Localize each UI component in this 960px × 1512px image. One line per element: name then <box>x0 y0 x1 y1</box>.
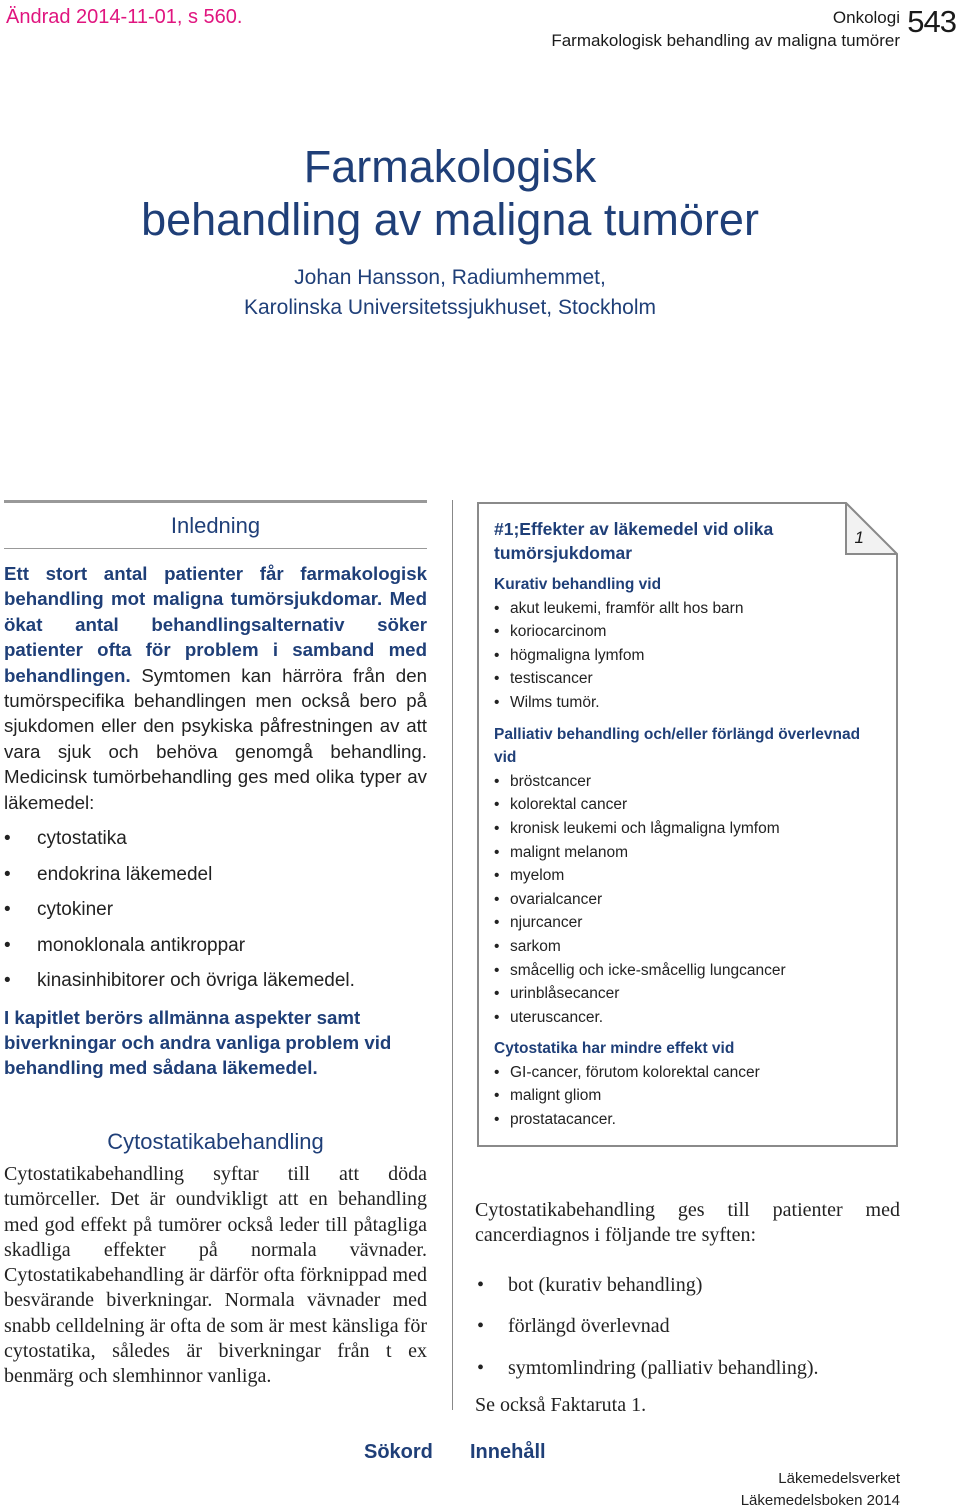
author-line-1: Johan Hansson, Radiumhemmet, <box>294 266 606 289</box>
list-item: • bröstcancer <box>494 770 874 794</box>
running-header <box>551 6 900 52</box>
list-item: • monoklonala antikroppar <box>4 928 427 964</box>
list-item: • akut leukemi, framför allt hos barn <box>494 597 874 621</box>
list-item: • högmaligna lymfom <box>494 644 874 668</box>
list-item: • malignt melanom <box>494 841 874 865</box>
list-item: • myelom <box>494 864 874 888</box>
changed-note: Ändrad 2014-11-01, s 560. <box>6 6 243 28</box>
list-item: • Wilms tumör. <box>494 691 874 715</box>
intro-lead-bold: Ett stort antal patienter får farmakologisk behandling mot maligna tumörsjukdomar. Med ökat antal behandlingsalternativ söker patienter ofta för problem i samband med behandlingen. <box>4 563 427 686</box>
list-item: • ovarialcancer <box>494 888 874 912</box>
factbox-group-heading: Cytostatika har mindre effekt vid <box>494 1040 735 1058</box>
factbox-number: 1 <box>854 528 864 547</box>
list-item: • kronisk leukemi och lågmaligna lymfom <box>494 817 874 841</box>
purposes-section <box>475 1198 900 1418</box>
intro-section <box>4 500 427 1081</box>
list-item: • kolorektal cancer <box>494 793 874 817</box>
factbox-list-less-effect <box>494 1061 874 1132</box>
list-item: • kinasinhibitorer och övriga läkemedel. <box>4 963 427 999</box>
section-name: Onkologi <box>832 8 900 27</box>
list-item: • uteruscancer. <box>494 1006 874 1030</box>
cytostatika-heading: Cytostatikabehandling <box>107 1129 324 1154</box>
title-line-2: behandling av maligna tumörer <box>141 194 759 245</box>
factbox-1 <box>477 502 898 1147</box>
intro-lead-normal: Symtomen kan härröra från den tumörspecifika behandlingen men också bero på sjukdomen eller den psykiska påfrestningen av att vara sjuk och behöva genomgå behandling. Medicinsk tumörbehandling ges med olika typer av läkemedel: <box>4 664 427 813</box>
page-number: 543 <box>907 4 956 39</box>
purposes-list <box>475 1265 900 1390</box>
list-item: • njurcancer <box>494 911 874 935</box>
intro-closing: I kapitlet berörs allmänna aspekter samt biverkningar och andra vanliga problem vid behandling med sådana läkemedel. <box>4 1006 392 1079</box>
footer-publisher: Läkemedelsverket <box>778 1470 900 1487</box>
list-item: • bot (kurativ behandling) <box>475 1265 900 1307</box>
list-item: • koriocarcinom <box>494 620 874 644</box>
intro-heading: Inledning <box>170 513 261 538</box>
title-line-1: Farmakologisk <box>303 141 597 192</box>
section-rule-bottom <box>4 548 427 549</box>
drug-type-list <box>4 821 427 999</box>
list-item: • cytokiner <box>4 892 427 928</box>
footer-book: Läkemedelsboken 2014 <box>740 1492 900 1509</box>
factbox-list-curative <box>494 597 874 715</box>
author-affiliation <box>0 263 900 323</box>
factbox-list-palliative <box>494 770 874 1030</box>
list-item: • sarkom <box>494 935 874 959</box>
factbox-group-heading: Kurativ behandling vid <box>494 576 662 593</box>
section-rule-top <box>4 500 427 503</box>
page-footer <box>741 1468 900 1512</box>
list-item: • malignt gliom <box>494 1084 874 1108</box>
search-index-link[interactable]: Sökord <box>364 1441 433 1463</box>
list-item: • cytostatika <box>4 821 427 857</box>
factbox-group-heading: Palliativ behandling och/eller förlängd överlevnad vid <box>494 725 861 767</box>
list-item: • testiscancer <box>494 667 874 691</box>
author-line-2: Karolinska Universitetssjukhuset, Stockholm <box>243 296 656 319</box>
factbox-title: #1;Effekter av läkemedel vid olika tumörsjukdomar <box>494 519 774 563</box>
list-item: • förlängd överlevnad <box>475 1306 900 1348</box>
contents-link[interactable]: Innehåll <box>470 1441 546 1463</box>
list-item: • GI-cancer, förutom kolorektal cancer <box>494 1061 874 1085</box>
page-title <box>0 140 900 246</box>
intro-lead <box>4 561 427 815</box>
chapter-name: Farmakologisk behandling av maligna tumörer <box>551 31 900 50</box>
cytostatika-body: Cytostatikabehandling syftar till att döda tumörceller. Det är oundvikligt att en behandling med god effekt på tumörer också leder till påtagliga skadliga effekter på normala vävnader. Cytostatikabehandling är därför ofta förknippad med besvärande biverkningar. Normala vävnader med snabb celldelning är ofta de som är mest känsliga för cytostatika, således är biverkningar från t ex benmärg och slemhinnor vanliga. <box>4 1163 427 1388</box>
list-item: • småcellig och icke-småcellig lungcancer <box>494 959 874 983</box>
list-item: • urinblåsecancer <box>494 982 874 1006</box>
list-item: • symtomlindring (palliativ behandling). <box>475 1348 900 1390</box>
list-item: • endokrina läkemedel <box>4 857 427 893</box>
purposes-intro: Cytostatikabehandling ges till patienter med cancerdiagnos i följande tre syften: <box>475 1199 900 1247</box>
see-also-link[interactable]: Se också Faktaruta 1. <box>475 1394 647 1417</box>
list-item: • prostatacancer. <box>494 1108 874 1132</box>
column-divider <box>452 500 453 1410</box>
